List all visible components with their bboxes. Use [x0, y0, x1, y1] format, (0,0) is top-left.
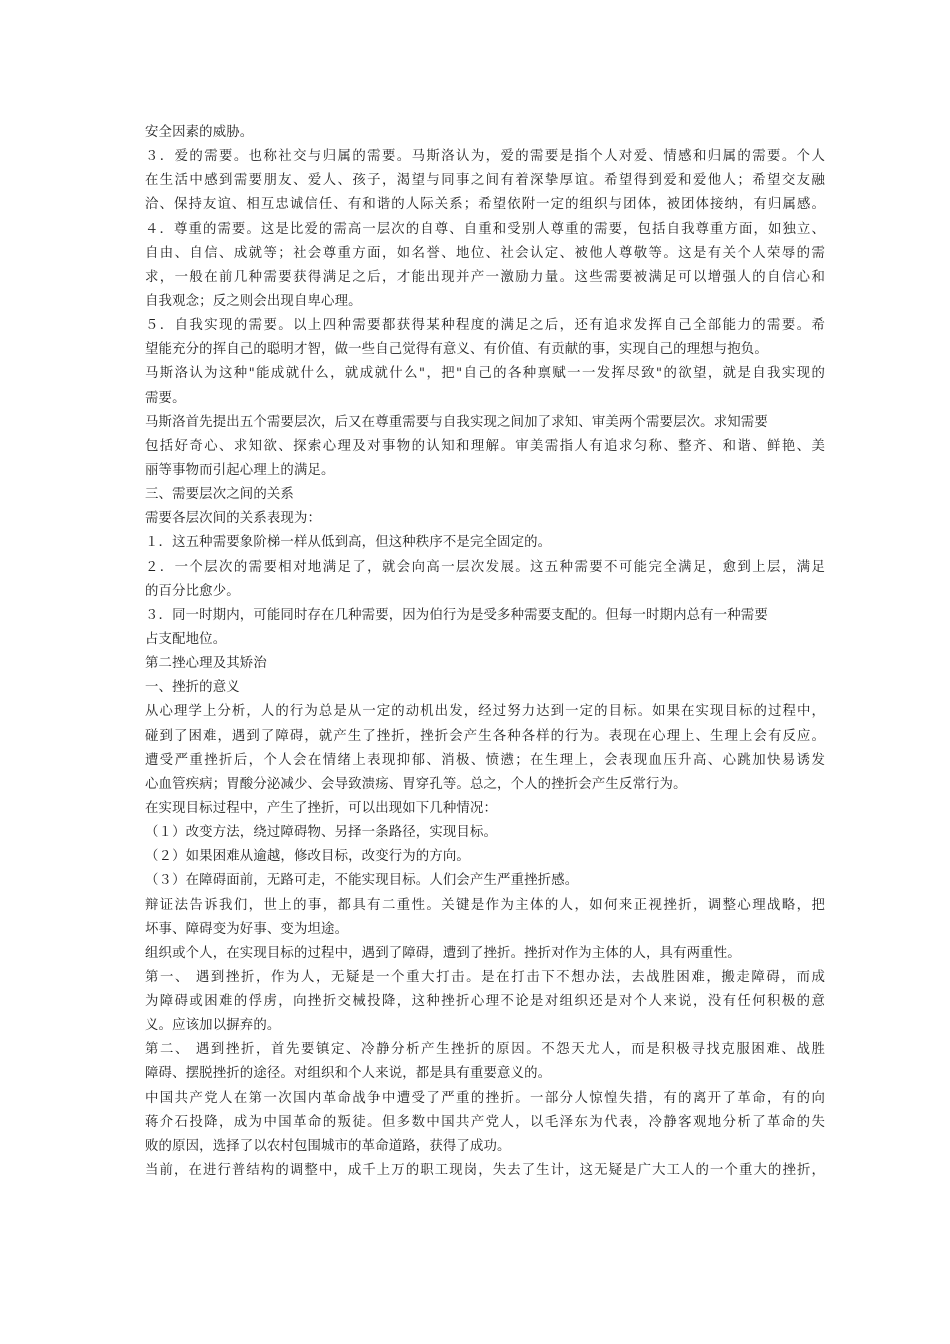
text-line: 障碍、摆脱挫折的途径。对组织和个人来说，都是具有重要意义的。 [145, 1066, 552, 1082]
text-line: 马斯洛认为这种"能成就什么，就成就什么"，把"自己的各种禀赋一一发挥尽致"的欲望，就是自我实现的 [145, 366, 825, 382]
text-line: 三、需要层次之间的关系 [145, 487, 294, 503]
text-line: 包括好奇心、求知欲、探索心理及对事物的认知和理解。审美需指人有追求匀称、整齐、和谐、鲜艳、美 [145, 438, 825, 454]
text-line: 安全因素的威胁。 [145, 125, 254, 140]
text-line: 从心理学上分析，人的行为总是从一定的动机出发，经过努力达到一定的目标。如果在实现目标的过程中， [145, 704, 825, 720]
text-line: 心血管疾病；胃酸分泌减少、会导致溃疡、胃穿孔等。总之，个人的挫折会产生反常行为。 [145, 776, 687, 792]
text-line: 为障碍或困难的俘虏，向挫折交械投降，这种挫折心理不论是对组织还是对个人来说，没有任何积极的意 [145, 994, 825, 1010]
text-line: 第一、 遇到挫折，作为人，无疑是一个重大打击。是在打击下不想办法，去战胜困难，搬走障碍，而成 [145, 969, 825, 985]
text-line: 望能充分的挥自己的聪明才智，做一些自己觉得有意义、有价值、有贡献的事，实现自己的理想与抱负。 [145, 342, 768, 358]
text-line: 需要。 [145, 390, 186, 406]
text-line: 中国共产党人在第一次国内革命战争中遭受了严重的挫折。一部分人惊惶失措，有的离开了革命，有的向 [145, 1090, 825, 1106]
text-line: ２．一个层次的需要相对地满足了，就会向高一层次发展。这五种需要不可能完全满足，愈到上层，满足 [145, 559, 825, 575]
text-line: 遭受严重挫折后，个人会在情绪上表现抑郁、消极、愤懑；在生理上，会表现血压升高、心跳加快易诱发 [145, 752, 825, 768]
text-line: （１）改变方法，绕过障碍物、另择一条路径，实现目标。 [145, 825, 498, 841]
text-line: （３）在障碍面前，无路可走，不能实现目标。人们会产生严重挫折感。 [145, 873, 579, 889]
text-line: 蒋介石投降，成为中国革命的叛徒。但多数中国共产党人，以毛泽东为代表，冷静客观地分析了革命的失 [145, 1114, 825, 1130]
text-line: 丽等事物而引起心理上的满足。 [145, 462, 335, 478]
text-line: 碰到了困难，遇到了障碍，就产生了挫折，挫折会产生各种各样的行为。表现在心理上、生理上会有反应。 [145, 728, 825, 744]
text-line: ３．爱的需要。也称社交与归属的需要。马斯洛认为，爱的需要是指个人对爱、情感和归属的需要。个人 [145, 149, 825, 165]
text-line: 当前，在进行普结构的调整中，成千上万的职工现岗，失去了生计，这无疑是广大工人的一个重大的挫折， [145, 1163, 825, 1179]
text-line: 自由、自信、成就等；社会尊重方面，如名誉、地位、社会认定、被他人尊敬等。这是有关个人荣辱的需 [145, 245, 825, 261]
text-line: 在生活中感到需要朋友、爱人、孩子，渴望与同事之间有着深挚厚谊。希望得到爱和爱他人；希望交友融 [145, 173, 825, 189]
text-line: 马斯洛首先提出五个需要层次，后又在尊重需要与自我实现之间加了求知、审美两个需要层次。求知需要 [145, 414, 768, 430]
text-line: ３．同一时期内，可能同时存在几种需要，因为伯行为是受多种需要支配的。但每一时期内总有一种需要 [145, 607, 768, 623]
text-line: 自我观念；反之则会出现自卑心理。 [145, 293, 362, 309]
text-line: 组织或个人，在实现目标的过程中，遇到了障碍，遭到了挫折。挫折对作为主体的人，具有两重性。 [145, 945, 741, 961]
text-line: 辩证法告诉我们，世上的事，都具有二重性。关键是作为主体的人，如何来正视挫折，调整心理战略，把 [145, 897, 825, 913]
text-line: 第二挫心理及其矫治 [145, 656, 267, 672]
text-line: 第二、 遇到挫折，首先要镇定、冷静分析产生挫折的原因。不怨天尤人，而是积极寻找克服困难、战胜 [145, 1042, 825, 1058]
text-line: １．这五种需要象阶梯一样从低到高，但这种秩序不是完全固定的。 [145, 535, 552, 551]
text-line: 需要各层次间的关系表现为： [145, 511, 322, 527]
text-line: 败的原因，选择了以农村包围城市的革命道路，获得了成功。 [145, 1138, 511, 1154]
text-line: （２）如果困难从逾越，修改目标，改变行为的方向。 [145, 849, 470, 865]
text-line: ５．自我实现的需要。以上四种需要都获得某种程度的满足之后，还有追求发挥自己全部能力的需要。希 [145, 318, 825, 334]
text-line: 求，一般在前几种需要获得满足之后，才能出现并产一激励力量。这些需要被满足可以增强人的自信心和 [145, 269, 825, 285]
text-line: 洽、保持友谊、相互忠诚信任、有和谐的人际关系；希望依附一定的组织与团体，被团体接纳，有归属感。 [145, 197, 825, 213]
text-line: 的百分比愈少。 [145, 583, 240, 599]
document-body [145, 121, 825, 1183]
text-line: 坏事、障碍变为好事、变为坦途。 [145, 921, 349, 937]
text-line: ４．尊重的需要。这是比爱的需高一层次的自尊、自重和受别人尊重的需要，包括自我尊重方面，如独立、 [145, 221, 825, 237]
text-line: 义。应该加以摒弃的。 [145, 1018, 281, 1034]
text-line: 一、挫折的意义 [145, 680, 240, 696]
text-line: 在实现目标过程中，产生了挫折，可以出现如下几种情况： [145, 800, 498, 816]
text-line: 占支配地位。 [145, 631, 227, 647]
